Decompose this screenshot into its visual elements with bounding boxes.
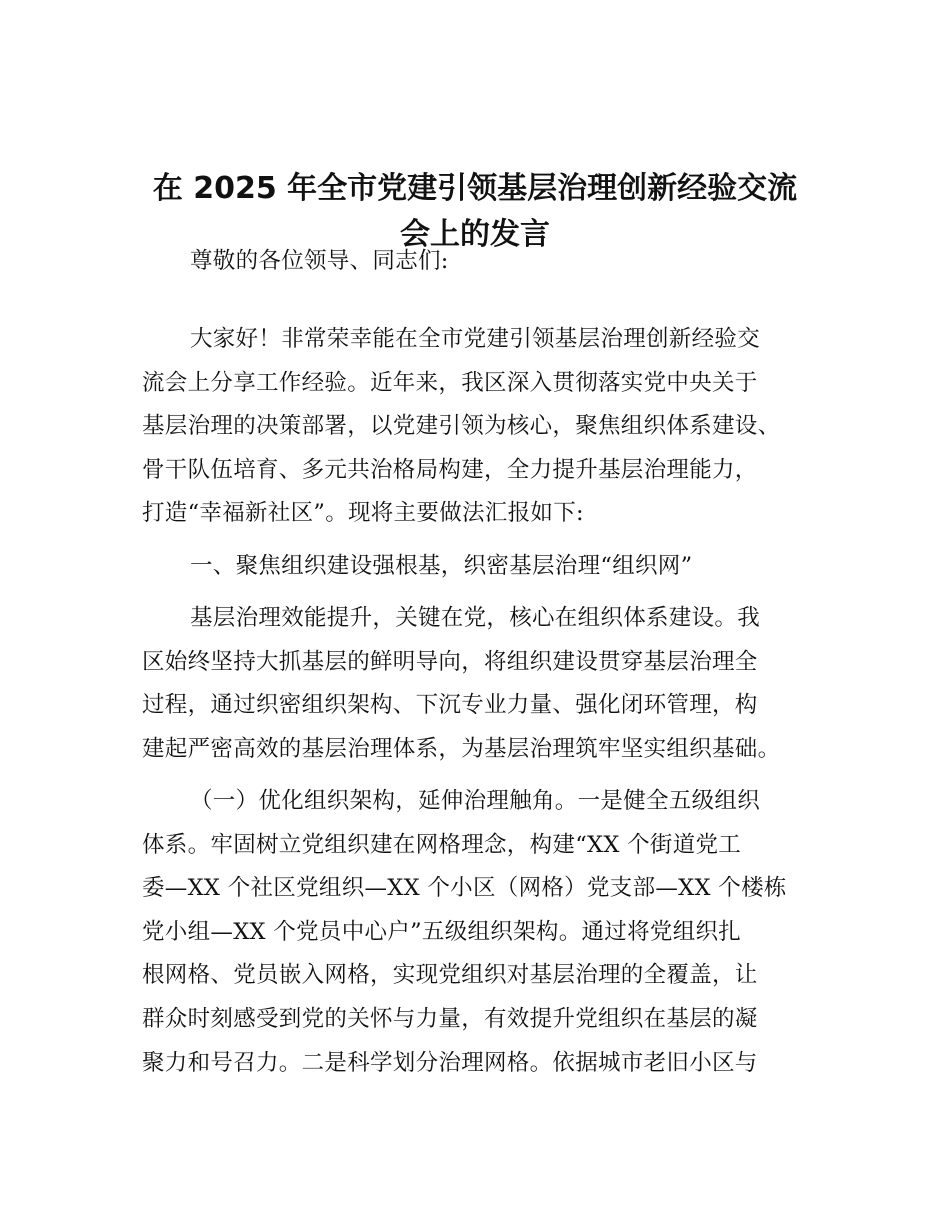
paragraph-line: 建起严密高效的基层治理体系，为基层治理筑牢坚实组织基础。 <box>142 735 781 762</box>
paragraph-line: 区始终坚持大抓基层的鲜明导向，将组织建设贯穿基层治理全 <box>142 648 758 675</box>
section-heading-block <box>142 545 832 589</box>
paragraph-line: （一）优化组织架构，延伸治理触角。一是健全五级组织 <box>190 788 761 814</box>
paragraph-line: 打造“幸福新社区”。现将主要做法汇报如下: <box>142 500 584 527</box>
section-heading: 一、聚焦组织建设强根基，织密基层治理“组织网” <box>190 553 693 579</box>
paragraph-line: 根网格、党员嵌入网格，实现党组织对基层治理的全覆盖，让 <box>142 962 758 989</box>
paragraph-line: 聚力和号召力。二是科学划分治理网格。依据城市老旧小区与 <box>142 1049 758 1076</box>
section1-paragraph <box>142 597 832 771</box>
salutation-block <box>142 240 832 284</box>
paragraph-line: 流会上分享工作经验。近年来，我区深入贯彻落实党中央关于 <box>142 369 758 396</box>
title-line: 会上的发言 <box>400 217 550 252</box>
paragraph-line: 基层治理效能提升，关键在党，核心在组织体系建设。我 <box>190 605 761 631</box>
salutation: 尊敬的各位领导、同志们: <box>190 248 449 274</box>
paragraph-line: 群众时刻感受到党的关怀与力量，有效提升党组织在基层的凝 <box>142 1005 758 1032</box>
paragraph-line: 体系。牢固树立党组织建在网格理念，构建“XX 个街道党工 <box>142 831 742 858</box>
paragraph-line: 骨干队伍培育、多元共治格局构建，全力提升基层治理能力， <box>142 456 758 483</box>
paragraph-line: 过程，通过织密组织架构、下沉专业力量、强化闭环管理，构 <box>142 692 758 719</box>
subsection1-paragraph <box>142 780 832 1085</box>
title-line: 在 2025 年全市党建引领基层治理创新经验交流 <box>152 171 798 206</box>
paragraph-line: 基层治理的决策部署，以党建引领为核心，聚焦组织体系建设、 <box>142 413 781 440</box>
paragraph-line: 党小组—XX 个党员中心户”五级组织架构。通过将党组织扎 <box>142 918 742 945</box>
paragraph-line: 委—XX 个社区党组织—XX 个小区（网格）党支部—XX 个楼栋 <box>142 875 787 902</box>
intro-paragraph <box>142 318 832 536</box>
paragraph-line: 大家好！非常荣幸能在全市党建引领基层治理创新经验交 <box>190 326 761 352</box>
